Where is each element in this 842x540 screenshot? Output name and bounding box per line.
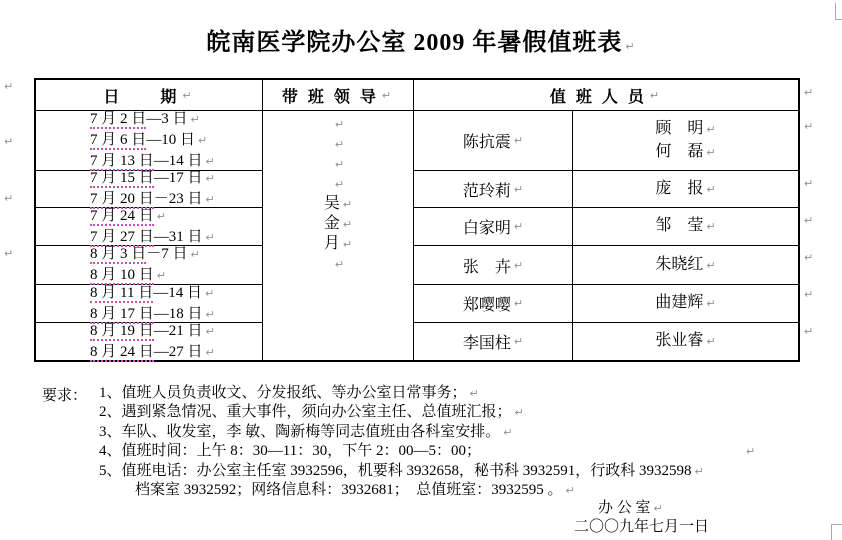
staff-primary-cell: 李国柱 ↵: [414, 323, 573, 360]
table-row: [414, 111, 798, 171]
requirement-line: 2、遇到紧急情况、重大事件，须向办公室主任、总值班汇报； ↵: [99, 404, 524, 421]
date-range: 7 月 24 日 ↵: [90, 207, 166, 224]
end-of-row-mark-icon: ↵: [804, 86, 814, 99]
leader-column-header: 带 班 领 导 ↵: [263, 80, 413, 111]
leader-name-line: 金 ↵: [323, 215, 353, 232]
staff-primary-cell: 张 卉 ↵: [414, 246, 573, 284]
staff-secondary-cell: 张业睿 ↵: [655, 332, 716, 349]
staff-secondary-cell: 曲建辉 ↵: [655, 294, 716, 311]
staff-primary-cell: 白家明 ↵: [414, 208, 573, 245]
paragraph-mark-icon: ↵: [625, 40, 636, 53]
paragraph-mark-icon: ↵: [653, 502, 663, 515]
table-row: [414, 246, 798, 285]
paragraph-mark-icon: ↵: [513, 258, 524, 272]
end-of-row-mark-icon: ↵: [804, 325, 814, 338]
end-of-row-mark-icon: ↵: [804, 214, 814, 227]
paragraph-mark-icon: ↵: [334, 158, 345, 171]
signature-date: 二〇〇九年七月一日: [574, 519, 710, 535]
date-range: 8 月 11 日—14 日 ↵: [90, 284, 215, 301]
date-cell: [36, 285, 262, 323]
requirement-line: 档案室 3932592；网络信息科：3932681； 总值班室：3932595 。 ↵: [135, 481, 575, 498]
paragraph-mark-icon: ↵: [156, 209, 166, 223]
leader-name-line: 月 ↵: [323, 235, 353, 252]
paragraph-mark-icon: ↵: [190, 248, 200, 261]
paragraph-mark-icon: ↵: [205, 230, 215, 244]
page-margin-corner-mark: [835, 3, 842, 20]
paragraph-mark-icon: ↵: [156, 269, 166, 282]
table-row: [414, 285, 798, 323]
table-row: [414, 323, 798, 360]
date-cell: [36, 171, 262, 208]
end-of-row-mark-icon: ↵: [804, 251, 814, 264]
paragraph-mark-icon: ↵: [205, 193, 215, 206]
paragraph-mark-icon: ↵: [342, 238, 353, 251]
paragraph-mark-icon: ↵: [694, 464, 704, 478]
table-row: [414, 208, 798, 246]
staff-primary-cell: 范玲莉 ↵: [414, 171, 573, 207]
margin-paragraph-mark-icon: ↵: [4, 135, 14, 148]
end-of-row-mark-icon: ↵: [804, 288, 814, 301]
date-cell: [36, 208, 262, 246]
leader-name-line: 吴 ↵: [323, 195, 353, 212]
date-column: [36, 80, 263, 360]
staff-primary-cell: 陈抗震 ↵: [414, 111, 573, 170]
paragraph-mark-icon: ↵: [190, 113, 200, 126]
paragraph-mark-icon: ↵: [706, 145, 716, 159]
date-range: 7 月 27 日—31 日 ↵: [90, 228, 215, 245]
paragraph-mark-icon: ↵: [334, 138, 345, 151]
paragraph-mark-icon: ↵: [514, 406, 524, 420]
paragraph-mark-icon: ↵: [706, 258, 716, 272]
leader-name-line: [263, 134, 413, 154]
requirement-line: 3、车队、收发室，李 敏、陶新梅等同志值班由各科室安排。 ↵: [99, 423, 513, 440]
requirement-line: 4、值班时间：上午 8：30—11：30，下午 2：00—5：00； ↵: [99, 443, 756, 460]
leader-column: [263, 80, 414, 360]
paragraph-mark-icon: ↵: [205, 324, 215, 338]
date-cell: [36, 111, 262, 171]
paragraph-mark-icon: ↵: [706, 122, 716, 136]
requirement-line: 5、值班电话：办公室主任室 3932596，机要科 3932658，秘书科 3932591，行政科 3932598 ↵: [99, 462, 704, 479]
paragraph-mark-icon: ↵: [503, 425, 513, 439]
paragraph-mark-icon: ↵: [706, 182, 716, 196]
date-range: 7 月 20 日－23 日 ↵: [90, 191, 215, 207]
staff-primary-cell: 郑嘤嘤 ↵: [414, 285, 573, 322]
paragraph-mark-icon: ↵: [706, 297, 716, 310]
leader-name-line: [263, 114, 413, 134]
date-range: 7 月 6 日—10 日 ↵: [90, 132, 208, 148]
requirement-line: 1、值班人员负责收文、分发报纸、等办公室日常事务； ↵: [99, 385, 479, 401]
staff-column-header: 值 班 人 员 ↵: [414, 80, 798, 111]
date-range: 8 月 24 日—27 日 ↵: [90, 343, 215, 360]
paragraph-mark-icon: ↵: [334, 258, 345, 271]
signature-office: 办 公 室 ↵: [598, 500, 663, 516]
paragraph-mark-icon: ↵: [745, 445, 756, 459]
paragraph-mark-icon: ↵: [513, 335, 524, 348]
margin-paragraph-mark-icon: ↵: [4, 192, 14, 205]
paragraph-mark-icon: ↵: [198, 134, 208, 147]
leader-cell: [263, 111, 413, 360]
margin-paragraph-mark-icon: ↵: [4, 80, 14, 93]
staff-secondary-cell: 朱晓红 ↵: [655, 255, 716, 273]
date-range: 8 月 19 日—21 日 ↵: [90, 322, 215, 339]
date-range: 8 月 17 日—18 日 ↵: [90, 305, 215, 322]
table-row: [414, 171, 798, 208]
date-range: 7 月 15 日—17 日 ↵: [90, 170, 215, 186]
paragraph-mark-icon: ↵: [513, 134, 524, 147]
duty-roster-table: [34, 78, 800, 362]
paragraph-mark-icon: ↵: [381, 88, 395, 102]
date-range: 7 月 13 日—14 日 ↵: [90, 153, 215, 169]
page-margin-corner-mark: [831, 524, 842, 540]
paragraph-mark-icon: ↵: [565, 483, 575, 497]
end-of-row-mark-icon: ↵: [804, 177, 814, 190]
leader-name-line: [263, 154, 413, 174]
paragraph-mark-icon: ↵: [204, 286, 215, 300]
document-title: [0, 22, 842, 57]
date-cell: [36, 323, 262, 360]
paragraph-mark-icon: ↵: [205, 307, 215, 321]
paragraph-mark-icon: ↵: [342, 218, 353, 231]
paragraph-mark-icon: ↵: [334, 178, 345, 191]
staff-secondary-cell: 邹 莹 ↵: [655, 217, 716, 234]
date-range: 8 月 3 日－7 日 ↵: [90, 246, 200, 262]
paragraph-mark-icon: ↵: [706, 335, 716, 348]
requirements-list: [99, 384, 755, 500]
document-title-text: 皖南医学院办公室 2009 年暑假值班表: [206, 30, 623, 56]
leader-name-line: [263, 174, 413, 194]
leader-name-line: [263, 254, 413, 274]
paragraph-mark-icon: ↵: [334, 118, 345, 131]
date-column-header: 日 期 ↵: [36, 80, 262, 111]
date-range: 8 月 10 日 ↵: [90, 267, 166, 283]
paragraph-mark-icon: ↵: [513, 220, 524, 233]
date-cell: [36, 246, 262, 285]
end-of-row-mark-icon: ↵: [804, 120, 814, 133]
paragraph-mark-icon: ↵: [513, 297, 524, 310]
staff-columns: [414, 80, 798, 360]
paragraph-mark-icon: ↵: [205, 345, 215, 359]
staff-secondary-cell: 庞 报 ↵: [655, 179, 716, 197]
paragraph-mark-icon: ↵: [706, 220, 716, 233]
paragraph-mark-icon: ↵: [342, 198, 353, 211]
paragraph-mark-icon: ↵: [205, 172, 215, 185]
paragraph-mark-icon: ↵: [469, 387, 479, 400]
requirements-label: 要求：: [42, 388, 88, 404]
paragraph-mark-icon: ↵: [513, 182, 524, 196]
paragraph-mark-icon: ↵: [182, 88, 195, 102]
paragraph-mark-icon: ↵: [205, 155, 215, 168]
staff-secondary-cell: 顾 明 ↵ 何 磊 ↵: [655, 119, 716, 160]
date-range: 7 月 2 日—3 日 ↵: [90, 111, 200, 127]
paragraph-mark-icon: ↵: [649, 88, 663, 102]
margin-paragraph-mark-icon: ↵: [4, 247, 14, 260]
